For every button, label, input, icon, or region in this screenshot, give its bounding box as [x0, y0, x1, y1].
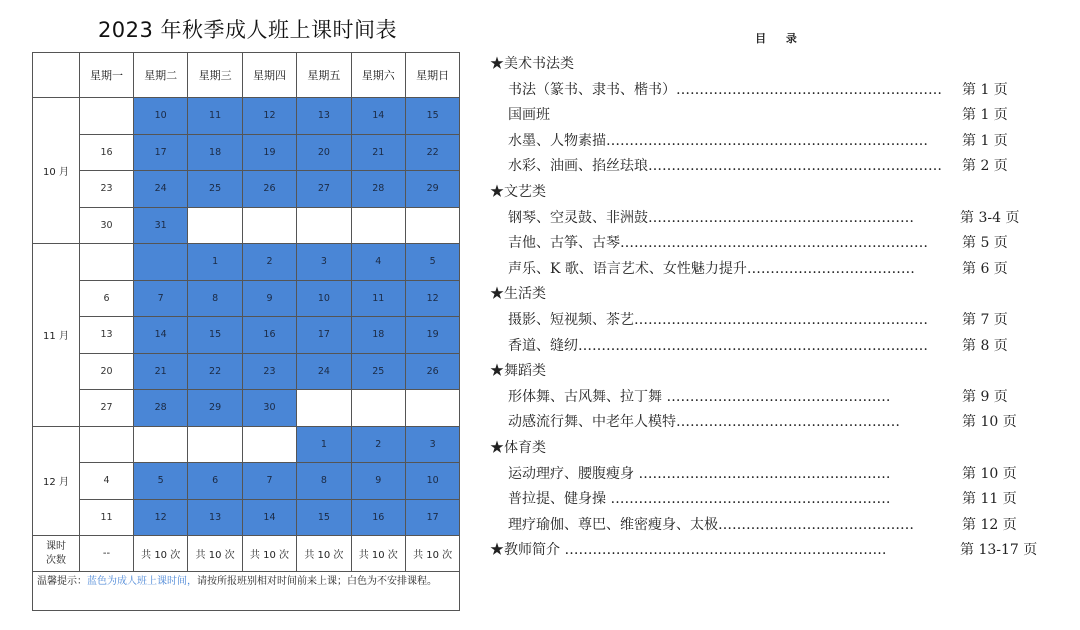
class-day-cell: 14 [351, 98, 405, 135]
week-row [33, 244, 460, 281]
toc-entry: 水彩、油画、掐丝珐琅……………………………………………………… [508, 158, 942, 175]
lesson-count-cell: 共 10 次 [405, 536, 459, 572]
toc-page-number: 第 5 页 [962, 235, 1008, 252]
toc-title: 目 录 [755, 32, 805, 45]
lesson-count-row [33, 536, 460, 572]
tip-note [33, 572, 460, 611]
class-day-cell: 27 [297, 171, 351, 208]
class-day-cell: 14 [134, 317, 188, 354]
monday-date-cell [80, 98, 134, 135]
toc-category: ★生活类 [490, 286, 546, 303]
toc-page-number: 第 2 页 [962, 158, 1008, 175]
class-day-cell: 7 [242, 463, 296, 500]
toc-category: ★体育类 [490, 440, 546, 456]
toc-page-number: 第 1 页 [962, 107, 1008, 124]
corner-cell [33, 53, 80, 98]
class-day-cell: 17 [297, 317, 351, 354]
class-day-cell: 14 [242, 499, 296, 536]
toc-entry: 书法（篆书、隶书、楷书）………………………………………………… [508, 81, 942, 98]
toc-page-number: 第 3-4 页 [960, 209, 1020, 226]
class-day-cell: 31 [134, 207, 188, 244]
toc-entry: 摄影、短视频、茶艺……………………………………………………… [508, 312, 928, 328]
toc-entry: 形体舞、古风舞、拉丁舞 ………………………………………… [508, 388, 891, 405]
class-day-cell: 21 [351, 134, 405, 171]
monday-date-cell: 6 [80, 280, 134, 317]
week-row [33, 317, 460, 354]
toc-page-number: 第 6 页 [962, 260, 1008, 277]
class-day-cell: 21 [134, 353, 188, 390]
class-day-cell: 1 [188, 244, 242, 281]
class-day-cell: 12 [405, 280, 459, 317]
class-day-cell: 12 [242, 98, 296, 135]
monday-date-cell: 27 [80, 390, 134, 427]
lesson-count-cell: 共 10 次 [297, 536, 351, 572]
toc-entry: 香道、缝纫………………………………………………………………… [508, 337, 928, 354]
class-day-cell: 20 [297, 134, 351, 171]
lesson-count-cell: -- [80, 536, 134, 572]
lesson-count-label-line: 次数 [46, 554, 66, 566]
class-day-cell: 26 [242, 171, 296, 208]
class-day-cell: 18 [188, 134, 242, 171]
class-day-cell: 6 [188, 463, 242, 500]
monday-date-cell [80, 244, 134, 281]
class-day-cell [134, 244, 188, 281]
monday-date-cell: 23 [80, 171, 134, 208]
no-class-cell [351, 390, 405, 427]
class-day-cell: 2 [351, 426, 405, 463]
class-day-cell: 19 [242, 134, 296, 171]
header-cell: 星期五 [297, 53, 351, 98]
class-day-cell: 30 [242, 390, 296, 427]
week-row [33, 171, 460, 208]
class-day-cell: 3 [297, 244, 351, 281]
class-day-cell: 29 [188, 390, 242, 427]
lesson-count-cell: 共 10 次 [242, 536, 296, 572]
no-class-cell [405, 390, 459, 427]
monday-date-cell: 13 [80, 317, 134, 354]
class-day-cell: 23 [242, 353, 296, 390]
class-day-cell: 17 [405, 499, 459, 536]
tip-row [33, 572, 460, 611]
no-class-cell [242, 207, 296, 244]
tip-prefix: 温馨提示： [37, 576, 87, 587]
toc-entry: 水墨、人物素描…………………………………………………………… [508, 132, 928, 149]
class-day-cell: 25 [351, 353, 405, 390]
header-cell: 星期三 [188, 53, 242, 98]
class-day-cell: 17 [134, 134, 188, 171]
class-day-cell: 25 [188, 171, 242, 208]
class-day-cell: 29 [405, 171, 459, 208]
class-day-cell: 9 [242, 280, 296, 317]
toc-entry: 吉他、古筝、古琴………………………………………………………… [508, 235, 928, 252]
header-cell: 星期二 [134, 53, 188, 98]
toc-page-number: 第 9 页 [962, 388, 1008, 405]
tip-rest-text: 请按所报班别相对时间前来上课；白色为不安排课程。 [197, 576, 437, 587]
class-day-cell: 11 [351, 280, 405, 317]
class-day-cell: 15 [405, 98, 459, 135]
no-class-cell [188, 207, 242, 244]
toc-entry: 国画班 [508, 107, 550, 124]
week-row [33, 463, 460, 500]
no-class-cell [351, 207, 405, 244]
toc-entry: 钢琴、空灵鼓、非洲鼓………………………………………………… [508, 209, 914, 226]
week-row [33, 353, 460, 390]
class-day-cell: 9 [351, 463, 405, 500]
toc-page-number: 第 12 页 [962, 516, 1017, 533]
no-class-cell [297, 390, 351, 427]
class-day-cell: 15 [188, 317, 242, 354]
toc-category: ★文艺类 [490, 184, 546, 200]
class-day-cell: 13 [297, 98, 351, 135]
week-row [33, 134, 460, 171]
month-label: 12 月 [33, 426, 80, 536]
class-day-cell: 8 [297, 463, 351, 500]
header-cell: 星期日 [405, 53, 459, 98]
class-day-cell: 5 [405, 244, 459, 281]
toc-entry: 普拉提、健身操 …………………………………………………… [508, 491, 891, 508]
week-row [33, 390, 460, 427]
class-day-cell: 7 [134, 280, 188, 317]
monday-date-cell: 4 [80, 463, 134, 500]
toc-category: ★教师简介 …………………………………………………………… [490, 542, 887, 559]
week-row [33, 426, 460, 463]
class-day-cell: 22 [188, 353, 242, 390]
toc-category: ★舞蹈类 [490, 363, 546, 380]
week-row [33, 280, 460, 317]
toc-page-number: 第 1 页 [962, 81, 1008, 98]
class-day-cell: 24 [297, 353, 351, 390]
lesson-count-cell: 共 10 次 [351, 536, 405, 572]
class-day-cell: 3 [405, 426, 459, 463]
class-day-cell: 16 [351, 499, 405, 536]
toc-entry: 声乐、K 歌、语言艺术、女性魅力提升……………………………… [508, 260, 915, 277]
lesson-count-cell: 共 10 次 [134, 536, 188, 572]
week-row [33, 98, 460, 135]
toc-page-number: 第 10 页 [962, 465, 1017, 482]
class-day-cell: 24 [134, 171, 188, 208]
class-day-cell: 10 [297, 280, 351, 317]
toc-category: ★美术书法类 [490, 56, 574, 72]
class-day-cell: 10 [134, 98, 188, 135]
class-day-cell: 12 [134, 499, 188, 536]
class-day-cell: 11 [188, 98, 242, 135]
header-cell: 星期一 [80, 53, 134, 98]
header-row [33, 53, 460, 98]
toc-page-number: 第 13-17 页 [960, 542, 1038, 559]
no-class-cell [297, 207, 351, 244]
toc-page-number: 第 10 页 [962, 414, 1017, 431]
monday-date-cell: 20 [80, 353, 134, 390]
class-day-cell: 26 [405, 353, 459, 390]
toc-entry: 动感流行舞、中老年人模特………………………………………… [508, 414, 900, 431]
class-day-cell: 2 [242, 244, 296, 281]
lesson-count-label-line: 课时 [46, 540, 66, 552]
toc-entry: 运动理疗、腰腹瘦身 ……………………………………………… [508, 465, 891, 482]
lesson-count-cell: 共 10 次 [188, 536, 242, 572]
class-day-cell: 5 [134, 463, 188, 500]
class-day-cell: 19 [405, 317, 459, 354]
toc-page-number: 第 7 页 [962, 312, 1008, 328]
toc-page-number: 第 8 页 [962, 337, 1008, 354]
class-day-cell: 16 [242, 317, 296, 354]
monday-date-cell: 16 [80, 134, 134, 171]
header-cell: 星期六 [351, 53, 405, 98]
class-day-cell: 13 [188, 499, 242, 536]
header-cell: 星期四 [242, 53, 296, 98]
class-day-cell: 22 [405, 134, 459, 171]
class-day-cell: 28 [351, 171, 405, 208]
toc-entry: 理疗瑜伽、尊巴、维密瘦身、太极…………………………………… [508, 516, 914, 533]
class-day-cell: 18 [351, 317, 405, 354]
toc-page-number: 第 11 页 [962, 491, 1017, 508]
class-day-cell: 8 [188, 280, 242, 317]
monday-date-cell [80, 426, 134, 463]
no-class-cell [188, 426, 242, 463]
class-day-cell: 1 [297, 426, 351, 463]
week-row [33, 499, 460, 536]
class-day-cell: 4 [351, 244, 405, 281]
no-class-cell [134, 426, 188, 463]
class-day-cell: 15 [297, 499, 351, 536]
no-class-cell [242, 426, 296, 463]
month-label: 11 月 [33, 244, 80, 427]
monday-date-cell: 30 [80, 207, 134, 244]
month-label: 10 月 [33, 98, 80, 244]
no-class-cell [405, 207, 459, 244]
class-day-cell: 28 [134, 390, 188, 427]
schedule-table [32, 52, 460, 611]
toc-page-number: 第 1 页 [962, 132, 1008, 149]
tip-blue-text: 蓝色为成人班上课时间， [87, 576, 197, 587]
monday-date-cell: 11 [80, 499, 134, 536]
lesson-count-label [33, 536, 80, 572]
week-row [33, 207, 460, 244]
class-day-cell: 10 [405, 463, 459, 500]
schedule-title: 2023 年秋季成人班上课时间表 [97, 18, 398, 42]
